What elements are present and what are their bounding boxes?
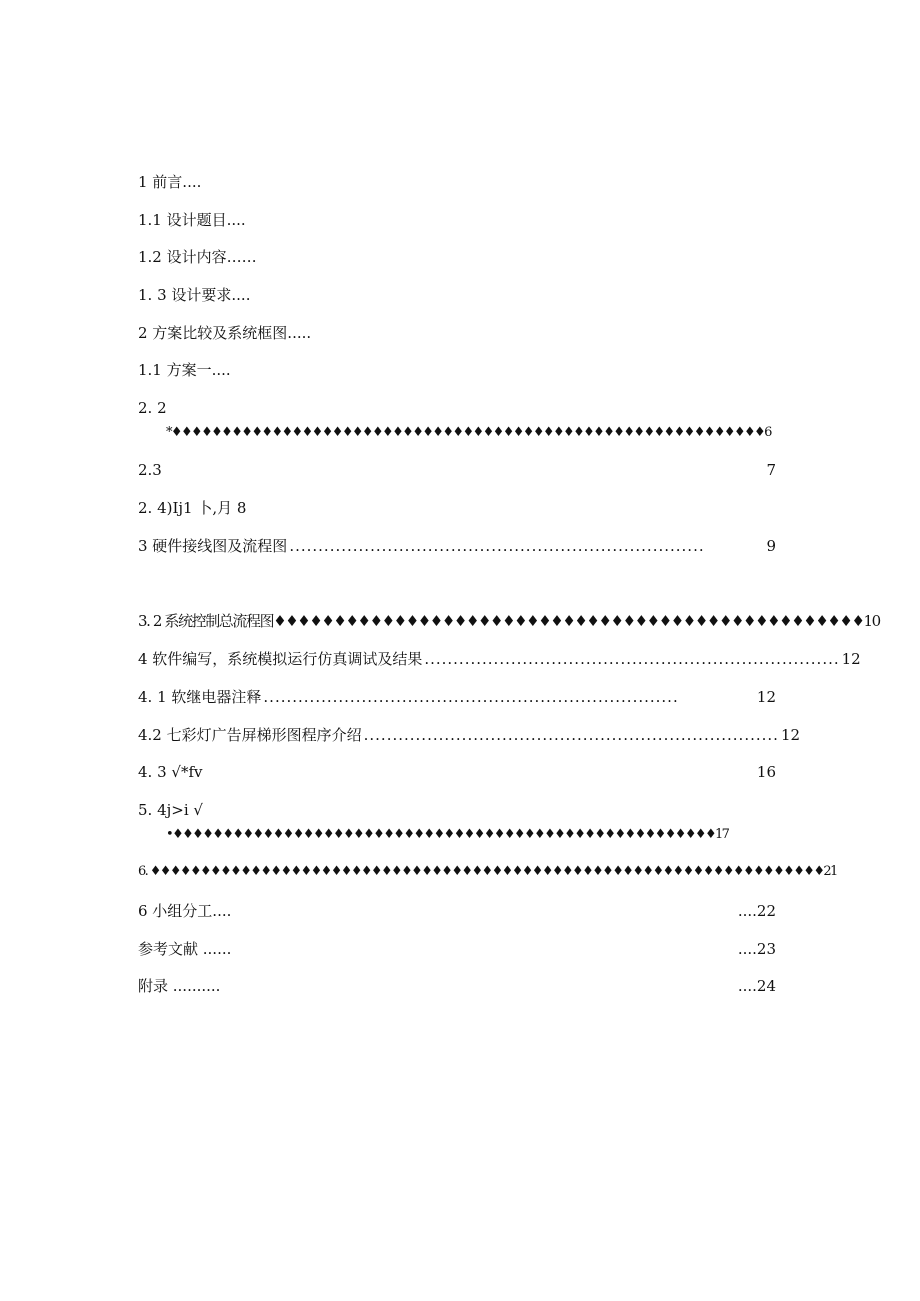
toc-entry-2-2 <box>138 398 776 418</box>
toc-entry-garbled-leader: *♦♦♦♦♦♦♦♦♦♦♦♦♦♦♦♦♦♦♦♦♦♦♦♦♦♦♦♦♦♦♦♦♦♦♦♦♦♦♦♦♦♦♦♦♦♦♦♦♦♦♦♦♦♦♦♦♦♦♦6 <box>166 425 771 440</box>
toc-entry-text: 5. 4j>i √ <box>138 801 203 819</box>
toc-entry-leader: ........................................................................ <box>424 650 840 668</box>
toc-entry-page: ....24 <box>737 977 776 995</box>
toc-entry-text: 附录 .......... <box>138 977 221 995</box>
toc-entry-text: 3. 2 系统控制总流程图♦♦♦♦♦♦♦♦♦♦♦♦♦♦♦♦♦♦♦♦♦♦♦♦♦♦♦♦♦♦♦♦♦♦♦♦♦♦♦♦♦♦♦♦♦♦♦♦♦10 <box>138 612 880 630</box>
toc-entry-leader: ........................................................................ <box>289 537 705 555</box>
toc-entry-text: 1 前言.... <box>138 173 202 191</box>
toc-entry-leader: ........................................................................ <box>263 688 679 706</box>
toc-entry-4-1 <box>138 687 776 707</box>
toc-entry-1-2 <box>138 247 776 267</box>
toc-entry-garbled-leader: •♦♦♦♦♦♦♦♦♦♦♦♦♦♦♦♦♦♦♦♦♦♦♦♦♦♦♦♦♦♦♦♦♦♦♦♦♦♦♦♦♦♦♦♦♦♦♦♦♦♦♦♦♦♦17 <box>166 827 729 842</box>
toc-entry-4-2 <box>138 725 801 745</box>
toc-entry-text: 1.1 设计题目.... <box>138 211 246 229</box>
toc-entry-text: 1.2 设计内容…… <box>138 248 257 266</box>
table-of-contents <box>138 0 880 1301</box>
toc-entry-text: 2 方案比较及系统框图..... <box>138 324 312 342</box>
toc-entry-text: 1.1 方案一.... <box>138 361 231 379</box>
toc-entry-text: 3 硬件接线图及流程图 <box>138 537 288 555</box>
toc-entry-5-4-continuation <box>138 825 804 845</box>
toc-entry-1-3 <box>138 285 776 305</box>
toc-entry-group-work <box>138 901 776 921</box>
toc-entry-page: 9 <box>766 537 776 555</box>
toc-entry-2-2-continuation <box>138 423 804 443</box>
toc-entry-page: 12 <box>841 650 861 668</box>
toc-entry-text: 1. 3 设计要求.... <box>138 286 251 304</box>
toc-entry-page: 12 <box>780 726 801 744</box>
toc-entry-text: 4 软件编写，系统模拟运行仿真调试及结果 <box>138 650 423 668</box>
toc-entry-text: 2.3 <box>138 461 162 479</box>
toc-entry-2-4 <box>138 498 776 518</box>
toc-entry-1 <box>138 172 776 192</box>
toc-entry-2-1 <box>138 360 776 380</box>
toc-entry-3 <box>138 536 776 556</box>
toc-entry-2-3 <box>138 460 776 480</box>
toc-entry-appendix <box>138 976 776 996</box>
toc-entry-6 <box>138 862 837 882</box>
toc-entry-text: 2. 4)Ij1 卜,月 8 <box>138 499 247 517</box>
toc-entry-text: 参考文献 ...... <box>138 940 232 958</box>
toc-entry-4-3 <box>138 762 776 782</box>
toc-entry-text: 2. 2 <box>138 399 167 417</box>
toc-entry-4 <box>138 649 861 669</box>
toc-entry-text: 4. 1 软继电器注释 <box>138 688 262 706</box>
toc-entry-text: 4. 3 √*fv <box>138 763 203 781</box>
toc-entry-text: 6. ♦♦♦♦♦♦♦♦♦♦♦♦♦♦♦♦♦♦♦♦♦♦♦♦♦♦♦♦♦♦♦♦♦♦♦♦♦♦♦♦♦♦♦♦♦♦♦♦♦♦♦♦♦♦♦♦♦♦♦♦♦♦♦♦♦♦♦21 <box>138 864 837 879</box>
toc-entry-page: 12 <box>756 688 776 706</box>
toc-entry-page: ....22 <box>737 902 776 920</box>
toc-entry-text: 6 小组分工.... <box>138 902 232 920</box>
toc-entry-page: 7 <box>766 461 776 479</box>
toc-entry-text: 4.2 七彩灯广告屏梯形图程序介绍 <box>138 726 362 744</box>
toc-entry-references <box>138 939 776 959</box>
toc-entry-1-1 <box>138 210 776 230</box>
toc-entry-page: ....23 <box>737 940 776 958</box>
toc-entry-page: 16 <box>756 763 776 781</box>
toc-entry-2 <box>138 323 776 343</box>
toc-entry-5-4 <box>138 800 776 820</box>
toc-entry-leader: ........................................................................ <box>363 726 779 744</box>
toc-entry-3-2 <box>138 611 880 631</box>
